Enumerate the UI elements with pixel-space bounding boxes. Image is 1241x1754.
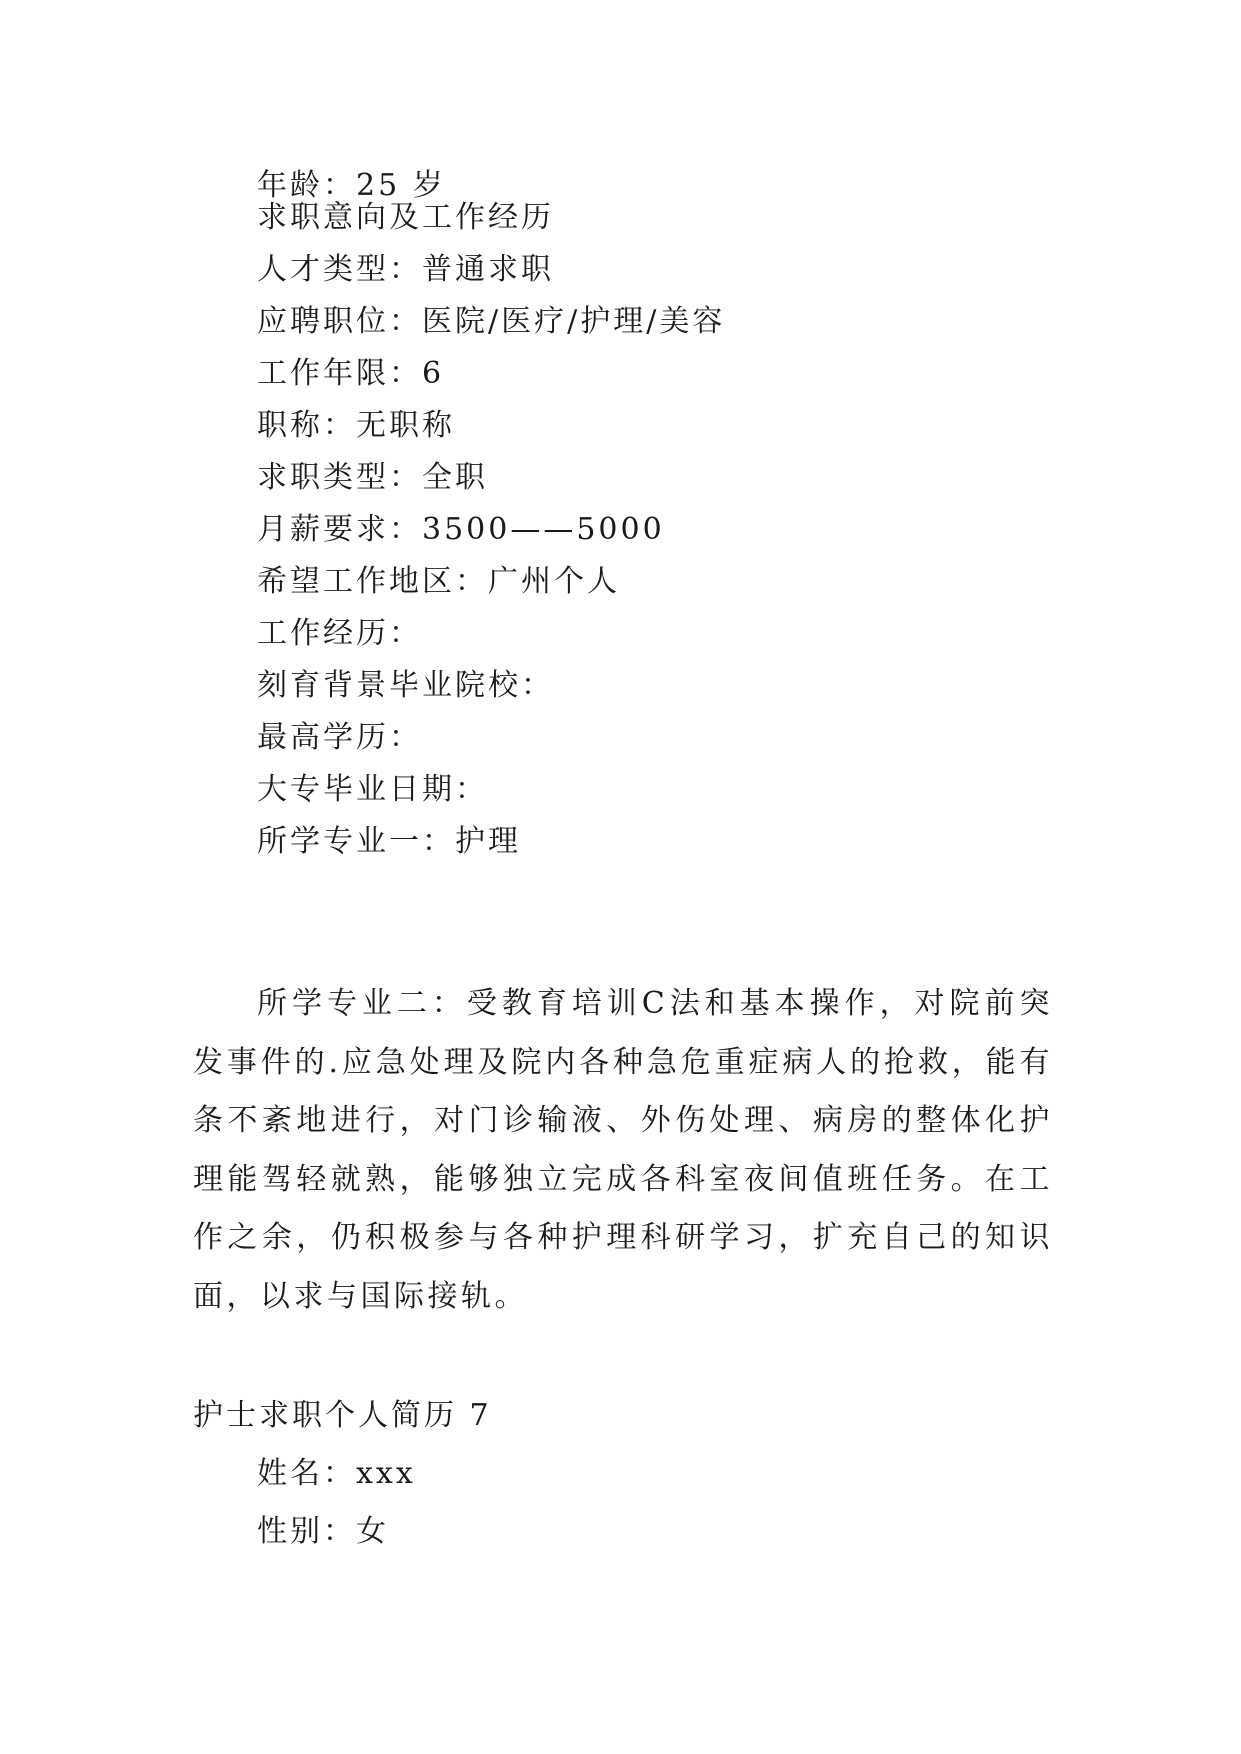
job-intent-heading: 求职意向及工作经历 [257,200,554,235]
talent-type-line: 人才类型：普通求职 [257,252,554,287]
region-line: 希望工作地区：广州个人 [257,564,620,599]
age-line: 年龄：25 岁 [257,168,446,203]
experience-line: 工作经历： [257,616,422,651]
education-line: 最高学历： [257,720,422,755]
graduation-date-line: 大专毕业日期： [257,772,488,807]
section-title: 护士求职个人简历 7 [193,1398,492,1433]
job-type-line: 求职类型：全职 [257,460,488,495]
position-line: 应聘职位：医院/医疗/护理/美容 [257,304,726,339]
name-line: 姓名：xxx [257,1456,416,1491]
major-two-paragraph: 所学专业二：受教育培训C法和基本操作，对院前突发事件的.应急处理及院内各种急危重症病人的抢救，能有条不紊地进行，对门诊输液、外伤处理、病房的整体化护理能驾轻就熟，能够独立完成各科室夜间值班任务。在工作之余，仍积极参与各种护理科研学习，扩充自己的知识面，以求与国际接轨。 [193,986,1053,1314]
title-line: 职称：无职称 [257,408,455,443]
salary-line: 月薪要求：3500——5000 [257,512,665,547]
school-line: 刻育背景毕业院校： [257,668,554,703]
gender-line: 性别：女 [257,1514,389,1549]
major-one-line: 所学专业一：护理 [257,824,521,859]
work-years-line: 工作年限：6 [257,356,445,391]
